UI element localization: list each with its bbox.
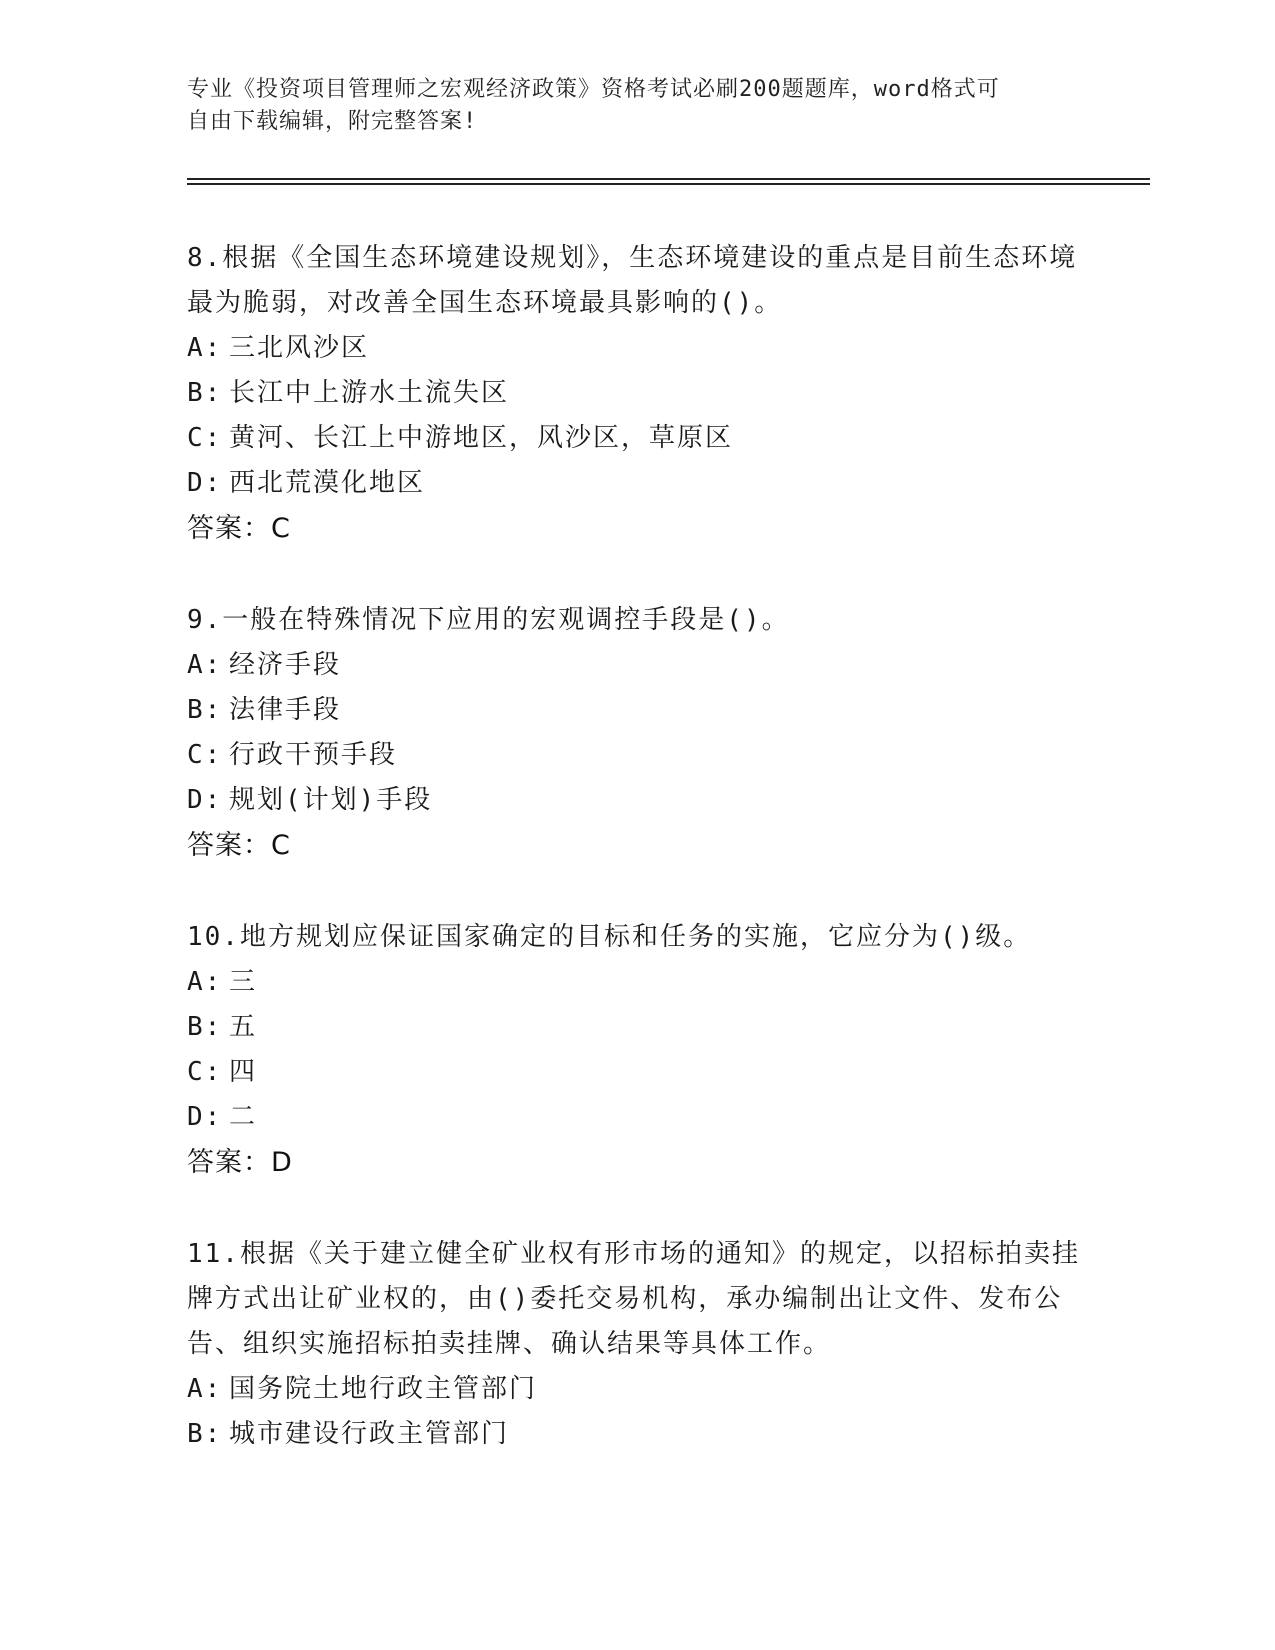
question-stem: 9.一般在特殊情况下应用的宏观调控手段是()。 [187, 605, 790, 635]
option-letter: A: [187, 1374, 223, 1404]
answer-value: C [271, 513, 291, 544]
option-text: 西北荒漠化地区 [229, 468, 426, 498]
option-letter: A: [187, 967, 223, 997]
header-line-1: 专业《投资项目管理师之宏观经济政策》资格考试必刷200题题库，word格式可 [187, 77, 1000, 102]
option-text: 黄河、长江上中游地区，风沙区，草原区 [229, 423, 734, 453]
option-letter: A: [187, 333, 223, 363]
answer-value: C [271, 830, 291, 861]
option-a [187, 960, 1087, 1005]
option-a [187, 326, 1087, 371]
option-b [187, 688, 1087, 733]
option-text: 二 [229, 1102, 258, 1132]
question-stem: 10.地方规划应保证国家确定的目标和任务的实施，它应分为()级。 [187, 922, 1032, 952]
option-letter: C: [187, 423, 223, 453]
option-b [187, 371, 1087, 416]
option-letter: B: [187, 1419, 223, 1449]
header-line-2: 自由下载编辑，附完整答案! [187, 109, 478, 134]
option-text: 五 [229, 1012, 258, 1042]
option-b [187, 1412, 1087, 1457]
option-c [187, 1050, 1087, 1095]
option-c [187, 416, 1087, 461]
option-b [187, 1005, 1087, 1050]
answer-label: 答案： [187, 1147, 271, 1178]
option-letter: D: [187, 468, 223, 498]
option-text: 法律手段 [229, 695, 342, 725]
option-d [187, 461, 1087, 506]
option-text: 三北风沙区 [229, 333, 370, 363]
answer-line [187, 823, 1087, 868]
question-list [187, 236, 1087, 1504]
question-stem: 8.根据《全国生态环境建设规划》，生态环境建设的重点是目前生态环境最为脆弱，对改善全国生态环境最具影响的()。 [187, 243, 1078, 318]
option-list [187, 960, 1087, 1140]
answer-label: 答案： [187, 830, 271, 861]
option-letter: A: [187, 650, 223, 680]
header-divider-bottom [187, 183, 1150, 185]
answer-label: 答案： [187, 513, 271, 544]
option-list [187, 643, 1087, 823]
option-text: 国务院土地行政主管部门 [229, 1374, 538, 1404]
option-letter: B: [187, 378, 223, 408]
option-d [187, 1095, 1087, 1140]
option-list [187, 1367, 1087, 1457]
option-text: 长江中上游水土流失区 [229, 378, 510, 408]
option-text: 四 [229, 1057, 258, 1087]
option-a [187, 643, 1087, 688]
question-stem: 11.根据《关于建立健全矿业权有形市场的通知》的规定，以招标拍卖挂牌方式出让矿业权的，由()委托交易机构，承办编制出让文件、发布公告、组织实施招标拍卖挂牌、确认结果等具体工作。 [187, 1239, 1080, 1359]
option-letter: B: [187, 695, 223, 725]
document-header [187, 74, 1067, 138]
option-text: 城市建设行政主管部门 [229, 1419, 510, 1449]
option-list [187, 326, 1087, 506]
option-text: 经济手段 [229, 650, 342, 680]
option-a [187, 1367, 1087, 1412]
option-letter: D: [187, 785, 223, 815]
question-8 [187, 236, 1087, 551]
option-text: 规划(计划)手段 [229, 785, 433, 815]
option-c [187, 733, 1087, 778]
answer-line [187, 1140, 1087, 1185]
question-9 [187, 598, 1087, 868]
option-text: 行政干预手段 [229, 740, 398, 770]
option-letter: C: [187, 740, 223, 770]
option-d [187, 778, 1087, 823]
option-letter: D: [187, 1102, 223, 1132]
answer-line [187, 506, 1087, 551]
header-divider-top [187, 178, 1150, 180]
option-text: 三 [229, 967, 258, 997]
option-letter: B: [187, 1012, 223, 1042]
question-10 [187, 915, 1087, 1185]
answer-value: D [271, 1147, 293, 1178]
question-11 [187, 1232, 1087, 1457]
option-letter: C: [187, 1057, 223, 1087]
